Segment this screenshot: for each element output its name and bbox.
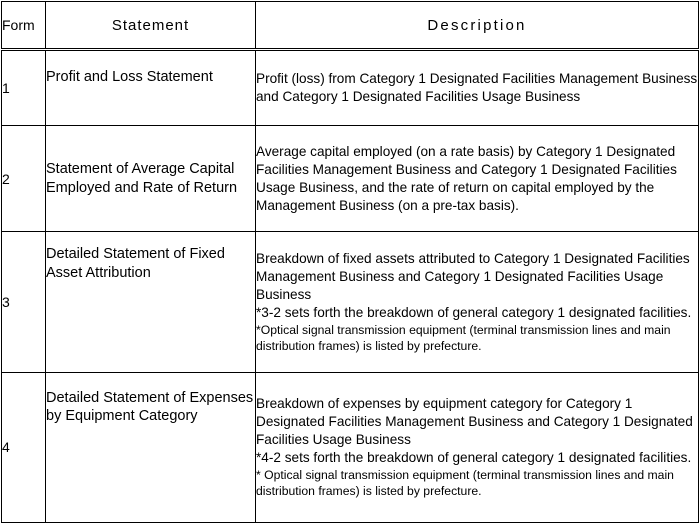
statement-note: *4-2 sets forth the breakdown of general category 1 designated facilities. (256, 450, 692, 466)
statement-name: Statement of Average Capital Employed and Rate of Return (46, 126, 256, 232)
statement-description-cell (256, 372, 699, 522)
statement-description: Breakdown of expenses by equipment category for Category 1 Designated Facilities Management Business and Category 1 Designated Facilities Usage Business (256, 396, 693, 448)
statement-description: Average capital employed (on a rate basis) by Category 1 Designated Facilities Management Business and Category 1 Designated Facilities Usage Business, and the rate of return on capital employed by the Management Business (on a pre-tax basis). (256, 126, 699, 232)
header-description: Description (256, 2, 699, 50)
table-row (2, 232, 699, 372)
header-row (2, 2, 699, 50)
form-number: 3 (2, 232, 46, 372)
table-row (2, 372, 699, 522)
statement-note: *3-2 sets forth the breakdown of general category 1 designated facilities. (256, 305, 692, 321)
statement-description-cell (256, 232, 699, 372)
table-row (2, 50, 699, 126)
form-number: 1 (2, 50, 46, 126)
statement-name: Detailed Statement of Fixed Asset Attribution (46, 232, 256, 372)
statement-description: Profit (loss) from Category 1 Designated Facilities Management Business and Category 1 Designated Facilities Usage Business (256, 50, 699, 126)
statement-name: Profit and Loss Statement (46, 50, 256, 126)
header-form: Form (2, 2, 46, 50)
table-row (2, 126, 699, 232)
statement-description: Breakdown of fixed assets attributed to Category 1 Designated Facilities Management Business and Category 1 Designated Facilities Usage Business (256, 251, 690, 303)
form-number: 4 (2, 372, 46, 522)
form-number: 2 (2, 126, 46, 232)
statement-name: Detailed Statement of Expenses by Equipment Category (46, 372, 256, 522)
statement-small-note: *Optical signal transmission equipment (terminal transmission lines and main distribution frames) is listed by prefecture. (256, 323, 671, 354)
forms-table (1, 1, 699, 523)
header-statement: Statement (46, 2, 256, 50)
statement-small-note: * Optical signal transmission equipment (terminal transmission lines and main distribution frames) is listed by prefecture. (256, 468, 674, 499)
